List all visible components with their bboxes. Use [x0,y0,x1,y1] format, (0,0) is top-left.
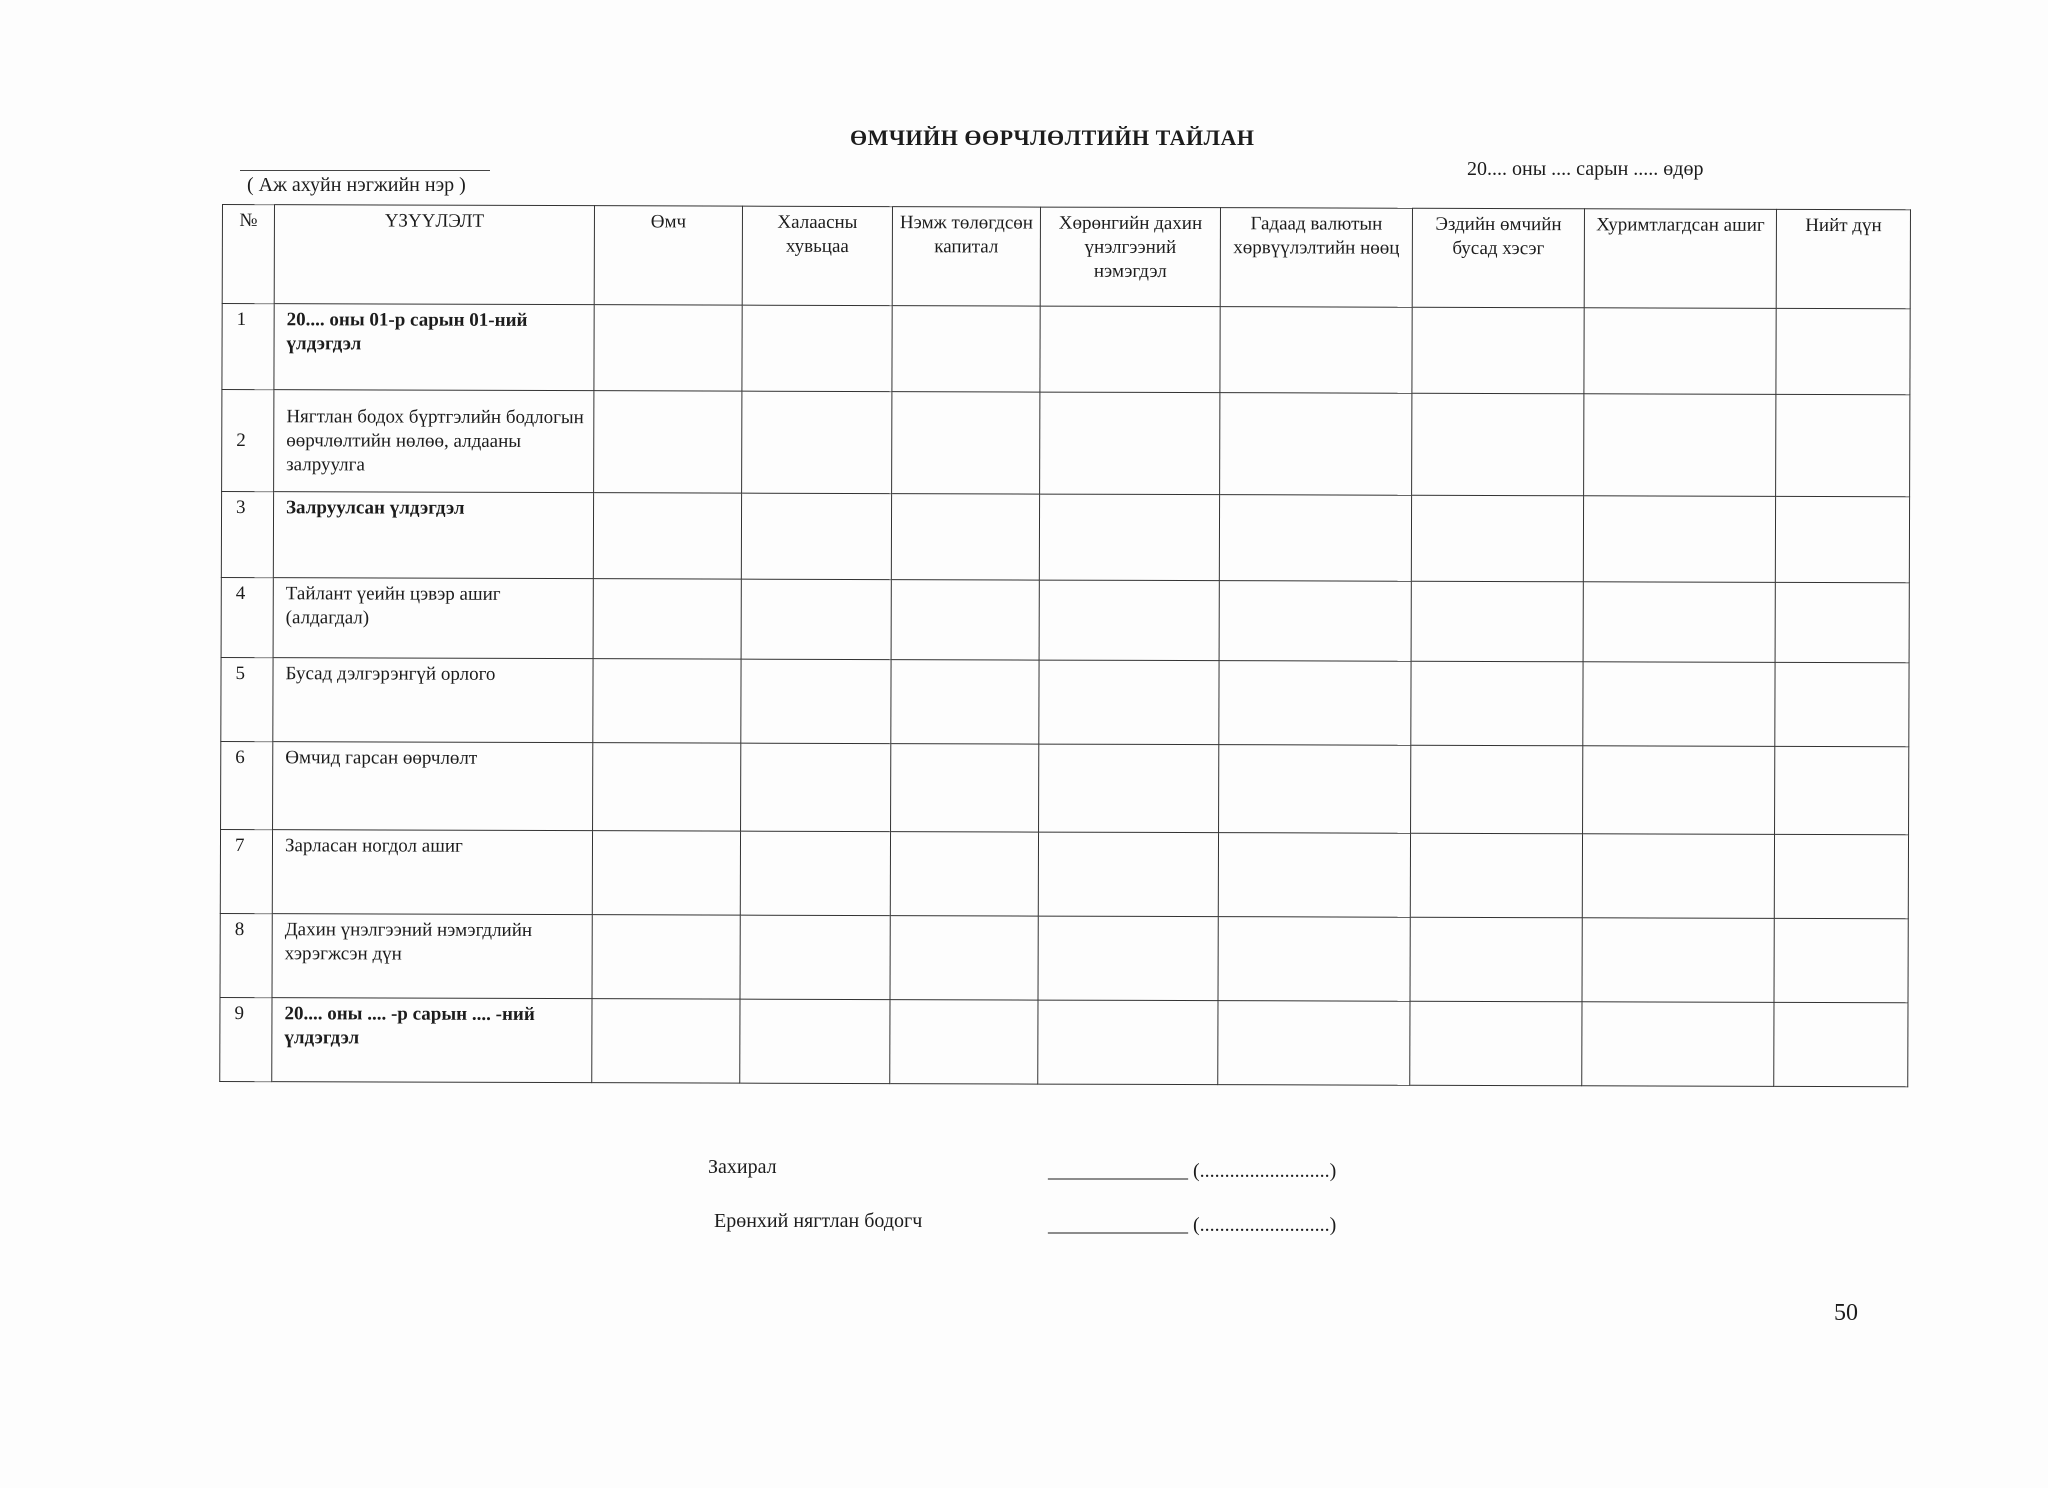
table-cell [1219,495,1411,582]
row-label: Өмчид гарсан өөрчлөлт [273,742,593,831]
table-cell [741,659,891,743]
row-label: Дахин үнэлгээний нэмэгдлийн хэрэгжсэн дүн [272,914,592,999]
table-cell [1411,745,1583,834]
table-cell [1039,660,1219,745]
table-cell [1583,662,1775,747]
header-revaluation-surplus: Хөрөнгийн дахин үнэлгээний нэмэгдэл [1040,207,1220,307]
table-cell [1410,1001,1582,1086]
table-cell [1039,494,1219,581]
table-cell [890,916,1038,1000]
row-label: 20.... оны 01-р сарын 01-ний үлдэгдэл [274,304,594,391]
table-row [221,741,1909,834]
table-row [222,390,1910,497]
table-cell [1219,661,1411,746]
table-cell [1583,746,1775,835]
table-cell [1775,662,1909,746]
table-cell [1220,393,1412,496]
table-cell [1774,834,1908,918]
row-number: 5 [221,657,273,741]
table-row [220,829,1908,918]
table-cell [1776,394,1910,496]
org-name-line [240,170,490,171]
table-cell [593,743,741,831]
row-label: 20.... оны .... -р сарын .... -ний үлдэгдэл [272,998,592,1083]
table-cell [1038,916,1218,1001]
table-cell [1219,581,1411,662]
row-number: 3 [221,492,273,578]
table-cell [1412,307,1584,394]
header-retained-earnings: Хуримтлагдсан ашиг [1584,209,1776,309]
table-cell [1410,917,1582,1002]
equity-changes-table [219,204,1911,1087]
table-cell [593,579,741,659]
row-number: 2 [222,390,274,492]
header-equity: Өмч [594,206,742,305]
table-cell [1584,394,1776,497]
row-number: 1 [222,304,274,390]
row-label: Зарласан ногдол ашиг [272,830,592,915]
table-cell [1582,834,1774,919]
table-cell [1776,308,1910,394]
table-cell [1038,1000,1218,1085]
table-cell [1038,832,1218,917]
table-cell [740,999,890,1083]
table-cell [593,659,741,743]
table-cell [1040,306,1220,393]
row-label: Нягтлан бодох бүртгэлийн бодлогын өөрчлөлтийн нөлөө, алдааны залруулга [274,390,594,493]
table-cell [1583,582,1775,663]
table-cell [1220,307,1412,394]
table-cell [1775,582,1909,662]
table-header-row [222,205,1910,309]
table-cell [1411,661,1583,746]
table-cell [592,999,740,1083]
table-cell [1039,744,1219,833]
table-cell [741,493,891,579]
table-cell [891,744,1039,832]
table-cell [592,831,740,915]
table-cell [1584,308,1776,395]
header-fx-reserve: Гадаад валютын хөрвүүлэлтийн нөөц [1220,208,1412,308]
table-cell [892,392,1040,494]
row-number: 6 [221,741,273,829]
table-cell [1218,1001,1410,1086]
table-cell [1774,1002,1908,1086]
row-number: 9 [220,997,272,1081]
table-cell [740,915,890,999]
table-cell [1775,746,1909,834]
header-indicator: ҮЗҮҮЛЭЛТ [274,205,594,305]
header-other-equity: Эздийн өмчийн бусад хэсэг [1412,208,1584,308]
page-number: 50 [1834,1300,1858,1326]
row-label: Тайлант үеийн цэвэр ашиг (алдагдал) [273,578,593,659]
chief-accountant-label: Ерөнхий нягтлан бодогч [714,1210,923,1232]
org-name-label: ( Аж ахуйн нэгжийн нэр ) [247,174,466,196]
table-cell [891,580,1039,660]
table-cell [1582,918,1774,1003]
header-total: Нийт дүн [1776,209,1910,308]
table-cell [1411,581,1583,662]
table-cell [594,391,742,493]
table-cell [593,493,741,579]
table-cell [742,305,892,391]
table-cell [740,831,890,915]
table-cell [1040,392,1220,495]
table-row [221,657,1909,746]
table-row [220,997,1908,1086]
table-cell [1411,495,1583,582]
table-cell [592,915,740,999]
table-cell [890,1000,1038,1084]
table-cell [594,305,742,391]
chief-accountant-signature-line: ______________ (..........................) [1048,1214,1337,1236]
table-cell [892,306,1040,392]
table-cell [890,832,1038,916]
table-row [220,913,1908,1002]
table-cell [1774,918,1908,1002]
table-row [221,577,1909,662]
table-cell [891,660,1039,744]
row-number: 8 [220,913,272,997]
table-cell [1775,496,1909,582]
row-number: 7 [220,829,272,913]
header-number: № [222,205,274,304]
table-cell [741,579,891,659]
director-signature-line: ______________ (..........................) [1048,1160,1337,1182]
table-cell [1583,496,1775,583]
table-cell [1412,393,1584,496]
table-cell [1219,745,1411,834]
table-cell [891,494,1039,580]
row-label: Залруулсан үлдэгдэл [273,492,593,579]
header-paid-in-capital: Нэмж төлөгдсөн капитал [892,207,1040,306]
table-row [222,304,1910,395]
table-cell [1039,580,1219,661]
table-cell [741,743,891,831]
report-title: ӨМЧИЙН ӨӨРЧЛӨЛТИЙН ТАЙЛАН [850,125,1255,150]
table-cell [1218,917,1410,1002]
director-label: Захирал [708,1156,777,1178]
table-cell [742,391,892,493]
report-date: 20.... оны .... сарын ..... өдөр [1467,158,1704,180]
row-label: Бусад дэлгэрэнгүй орлого [273,658,593,743]
header-treasury-shares: Халаасны хувьцаа [742,206,892,305]
table-row [221,492,1909,583]
table-cell [1218,833,1410,918]
table-cell [1582,1002,1774,1087]
row-number: 4 [221,577,273,657]
table-cell [1410,833,1582,918]
